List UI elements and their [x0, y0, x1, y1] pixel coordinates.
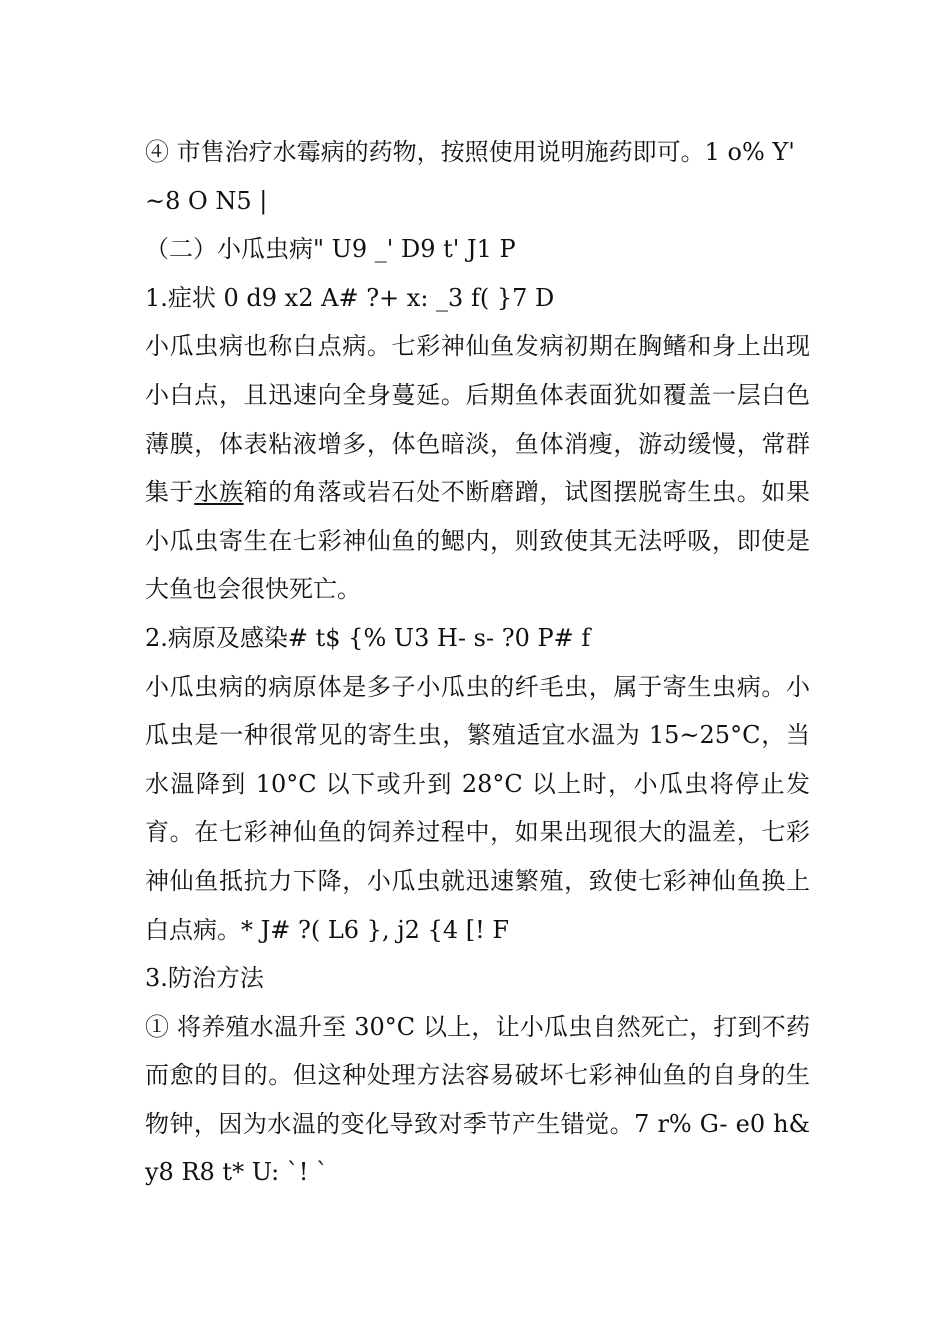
garbled-text-line: ~8 O N5 |: [145, 186, 268, 215]
pathogen-heading: 2.病原及感染# t$ {% U3 H- s- ?0 P# f: [145, 623, 591, 652]
remedy-item-4: ④ 市售治疗水霉病的药物，按照使用说明施药即可。1 o% Y': [145, 138, 795, 166]
symptoms-text-end: 箱的角落或岩石处不断磨蹭，试图摆脱寄生虫。如果小瓜虫寄生在七彩神仙鱼的鳃内，则致使其无法呼吸，即使是大鱼也会很快死亡。: [145, 478, 811, 604]
document-body: [145, 128, 810, 1197]
symptoms-paragraph: [145, 322, 810, 614]
treatment-heading: 3.防治方法: [145, 964, 264, 993]
treatment-paragraph: ① 将养殖水温升至 30°C 以上，让小瓜虫自然死亡，打到不药而愈的目的。但这种处理方法容易破坏七彩神仙鱼的自身的生物钟，因为水温的变化导致对季节产生错觉。7 r% G- e0 h& y8 R8 t* U: `! `: [145, 1012, 810, 1187]
aquarium-link[interactable]: 水族: [194, 478, 244, 507]
section-title: （二）小瓜虫病" U9 _' D9 t' J1 P: [145, 235, 516, 264]
symptoms-heading: 1.症状 0 d9 x2 A# ?+ x: _3 f( }7 D: [145, 283, 555, 312]
pathogen-paragraph: 小瓜虫病的病原体是多子小瓜虫的纤毛虫，属于寄生虫病。小瓜虫是一种很常见的寄生虫，繁殖适宜水温为 15~25°C，当水温降到 10°C 以下或升到 28°C 以上时，小瓜虫将停止发育。在七彩神仙鱼的饲养过程中，如果出现很大的温差，七彩神仙鱼抵抗力下降，小瓜虫就迅速繁殖，致使七彩神仙鱼换上白点病。* J# ?( L6 }, j2 {4 [! F: [145, 672, 810, 944]
symptoms-text-start: 小瓜虫病也称白点病。七彩神仙鱼发病初期在胸鳍和身上出现小白点，且迅速向全身蔓延。后期鱼体表面犹如覆盖一层白色薄膜，体表粘液增多，体色暗淡，鱼体消瘦，游动缓慢，常群集于: [145, 332, 810, 507]
